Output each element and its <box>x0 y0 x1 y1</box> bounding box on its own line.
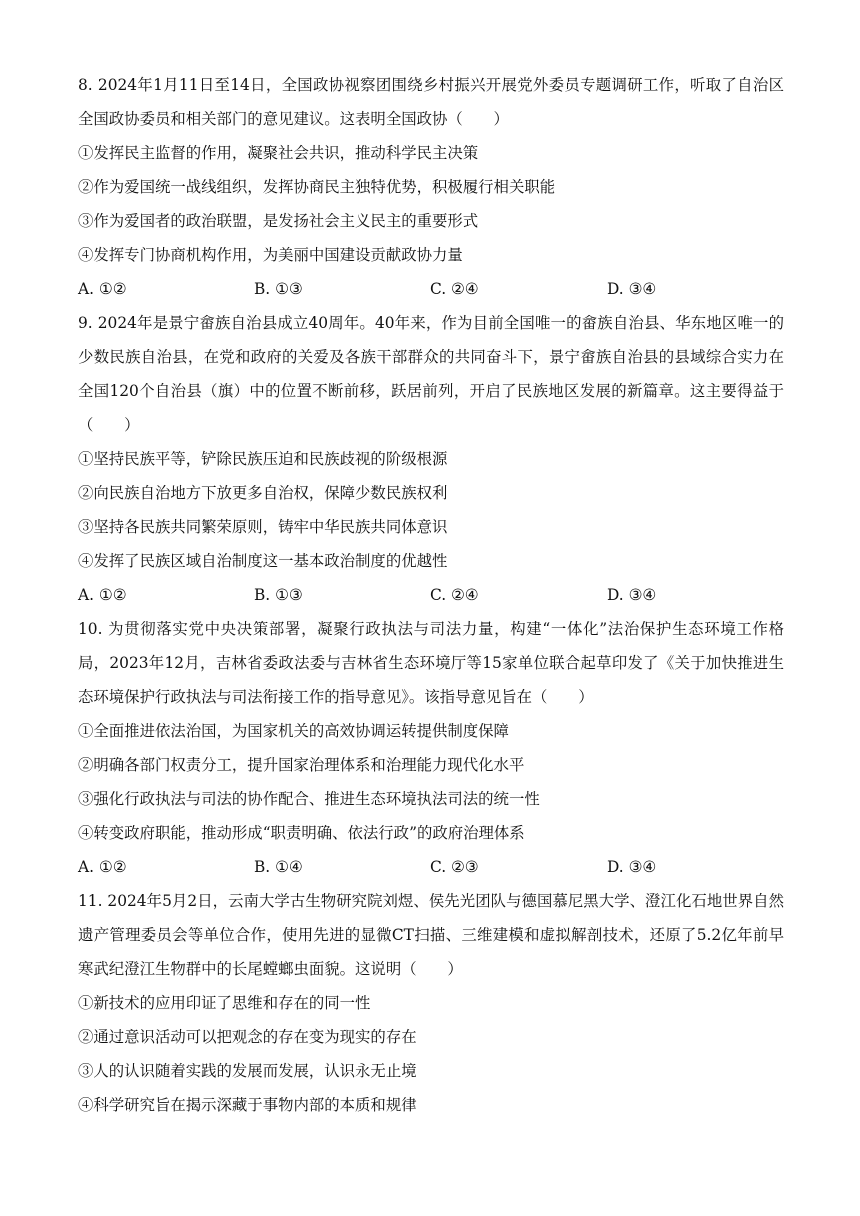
answer-choices <box>78 850 784 884</box>
answer-c: C. ②④ <box>430 586 479 604</box>
question-9 <box>78 306 784 612</box>
question-8 <box>78 68 784 306</box>
option-4: ④发挥了民族区域自治制度这一基本政治制度的优越性 <box>78 552 448 570</box>
option-2: ②通过意识活动可以把观念的存在变为现实的存在 <box>78 1028 417 1046</box>
answer-d: D. ③④ <box>607 280 657 298</box>
answer-b: B. ①③ <box>254 280 303 298</box>
option-4: ④转变政府职能，推动形成“职责明确、依法行政”的政府治理体系 <box>78 824 525 842</box>
question-stem: 9. 2024年是景宁畲族自治县成立40周年。40年来，作为目前全国唯一的畲族自治县、华东地区唯一的少数民族自治县，在党和政府的关爱及各族干部群众的共同奋斗下，景宁畲族自治县的县域综合实力在全国120个自治县（旗）中的位置不断前移，跃居前列，开启了民族地区发展的新篇章。这主要得益于（ ） <box>78 314 784 434</box>
question-11 <box>78 884 784 1122</box>
option-1: ①新技术的应用印证了思维和存在的同一性 <box>78 994 371 1012</box>
exam-page <box>78 68 784 1122</box>
option-1: ①坚持民族平等，铲除民族压迫和民族歧视的阶级根源 <box>78 450 448 468</box>
option-1: ①全面推进依法治国，为国家机关的高效协调运转提供制度保障 <box>78 722 509 740</box>
answer-c: C. ②③ <box>430 858 479 876</box>
answer-a: A. ①② <box>78 280 127 298</box>
question-10 <box>78 612 784 884</box>
answer-d: D. ③④ <box>607 586 657 604</box>
option-4: ④科学研究旨在揭示深藏于事物内部的本质和规律 <box>78 1096 417 1114</box>
answer-a: A. ①② <box>78 586 127 604</box>
answer-choices <box>78 272 784 306</box>
option-3: ③作为爱国者的政治联盟，是发扬社会主义民主的重要形式 <box>78 212 479 230</box>
question-stem: 11. 2024年5月2日，云南大学古生物研究院刘煜、侯先光团队与德国慕尼黑大学、澄江化石地世界自然遗产管理委员会等单位合作，使用先进的显微CT扫描、三维建模和虚拟解剖技术，还原了5.2亿年前早寒武纪澄江生物群中的长尾螳螂虫面貌。这说明（ ） <box>78 892 784 978</box>
option-2: ②作为爱国统一战线组织，发挥协商民主独特优势，积极履行相关职能 <box>78 178 556 196</box>
answer-b: B. ①④ <box>254 858 303 876</box>
answer-c: C. ②④ <box>430 280 479 298</box>
option-3: ③坚持各民族共同繁荣原则，铸牢中华民族共同体意识 <box>78 518 448 536</box>
answer-a: A. ①② <box>78 858 127 876</box>
option-2: ②明确各部门权责分工，提升国家治理体系和治理能力现代化水平 <box>78 756 525 774</box>
option-1: ①发挥民主监督的作用，凝聚社会共识，推动科学民主决策 <box>78 144 479 162</box>
option-3: ③人的认识随着实践的发展而发展，认识永无止境 <box>78 1062 417 1080</box>
answer-d: D. ③④ <box>607 858 657 876</box>
answer-choices <box>78 578 784 612</box>
question-stem: 8. 2024年1月11日至14日，全国政协视察团围绕乡村振兴开展党外委员专题调研工作，听取了自治区全国政协委员和相关部门的意见建议。这表明全国政协（ ） <box>78 76 784 128</box>
option-4: ④发挥专门协商机构作用，为美丽中国建设贡献政协力量 <box>78 246 463 264</box>
option-2: ②向民族自治地方下放更多自治权，保障少数民族权利 <box>78 484 448 502</box>
question-stem: 10. 为贯彻落实党中央决策部署，凝聚行政执法与司法力量，构建“一体化”法治保护生态环境工作格局，2023年12月，吉林省委政法委与吉林省生态环境厅等15家单位联合起草印发了《关于加快推进生态环境保护行政执法与司法衔接工作的指导意见》。该指导意见旨在（ ） <box>78 620 784 706</box>
option-3: ③强化行政执法与司法的协作配合、推进生态环境执法司法的统一性 <box>78 790 540 808</box>
answer-b: B. ①③ <box>254 586 303 604</box>
